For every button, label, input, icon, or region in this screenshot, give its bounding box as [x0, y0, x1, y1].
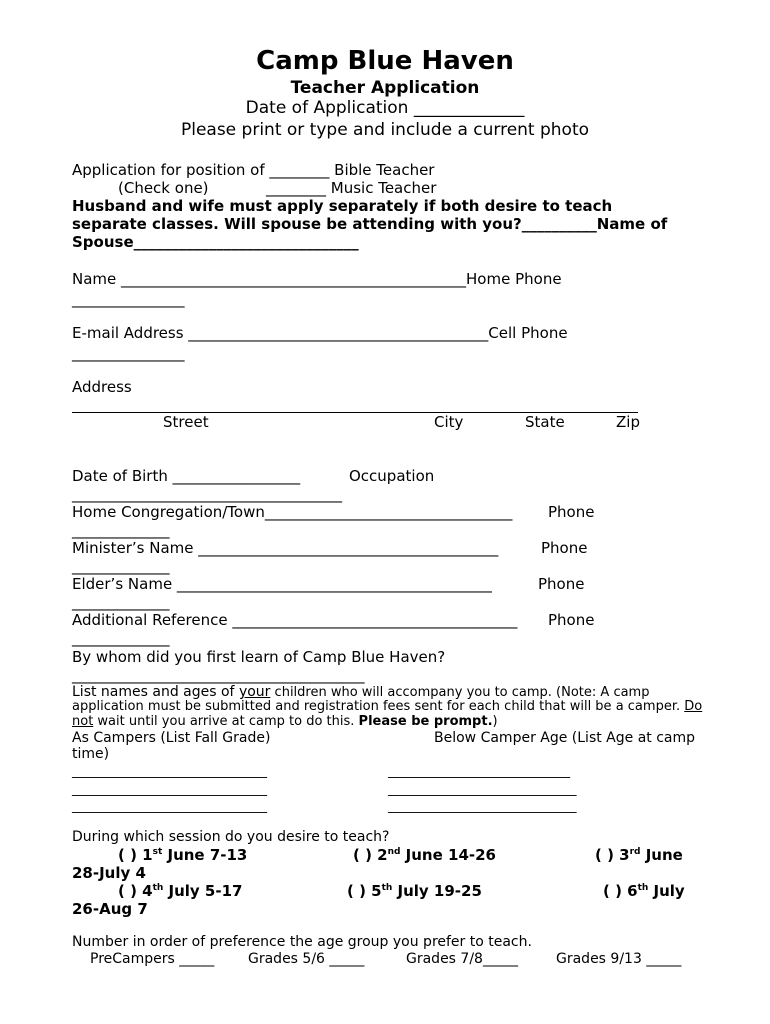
session-6-checkbox[interactable]: ( ) 6th July	[603, 882, 685, 900]
email-field[interactable]: E-mail Address ________________________________________Cell Phone	[72, 324, 568, 342]
elder-field[interactable]: Elder’s Name __________________________________________	[72, 575, 492, 593]
elder-phone-field[interactable]: _____________	[72, 593, 170, 611]
name-field[interactable]: Name ______________________________________________Home Phone	[72, 270, 562, 288]
state-label: State	[525, 413, 565, 431]
minister-phone-field[interactable]: _____________	[72, 557, 170, 575]
minister-field[interactable]: Minister’s Name ________________________________________	[72, 539, 499, 557]
street-label: Street	[163, 413, 209, 431]
children-line-1: List names and ages of your children who will accompany you to camp. (Note: A camp	[72, 684, 650, 700]
congregation-phone-field[interactable]: _____________	[72, 521, 170, 539]
spouse-line-2[interactable]: separate classes. Will spouse be attending with you?__________Name of	[72, 215, 668, 233]
occupation-field[interactable]: ____________________________________	[72, 485, 342, 503]
learn-field[interactable]: _______________________________________	[72, 666, 365, 684]
children-line-2: application must be submitted and registration fees sent for each child that will be a camper. Do	[72, 699, 703, 714]
session-1-checkbox[interactable]: ( ) 1st June 7-13	[118, 846, 248, 864]
camper-child-field[interactable]: ______________________________	[72, 799, 267, 814]
elder-phone-label: Phone	[538, 575, 585, 593]
occupation-label: Occupation	[349, 467, 435, 485]
grades-7-8-field[interactable]: Grades 7/8_____	[406, 951, 518, 967]
spouse-line-1: Husband and wife must apply separately if both desire to teach	[72, 197, 613, 215]
camper-child-field[interactable]: ______________________________	[72, 764, 267, 779]
city-label: City	[434, 413, 464, 431]
instruction-text: Please print or type and include a current photo	[180, 120, 590, 140]
session-3-checkbox[interactable]: ( ) 3rd June	[595, 846, 683, 864]
learn-label: By whom did you first learn of Camp Blue Haven?	[72, 648, 446, 666]
congregation-field[interactable]: Home Congregation/Town_________________________________	[72, 503, 513, 521]
minister-phone-label: Phone	[541, 539, 588, 557]
session-prompt: During which session do you desire to teach?	[72, 829, 390, 845]
age-group-prompt: Number in order of preference the age group you prefer to teach.	[72, 934, 532, 950]
page-title: Camp Blue Haven	[256, 46, 514, 76]
reference-field[interactable]: Additional Reference ______________________________________	[72, 611, 518, 629]
position-bible-field[interactable]: Application for position of ________ Bible Teacher	[72, 161, 435, 179]
grades-9-13-field[interactable]: Grades 9/13 _____	[556, 951, 682, 967]
session-4-checkbox[interactable]: ( ) 4th July 5-17	[118, 882, 243, 900]
session-5-checkbox[interactable]: ( ) 5th July 19-25	[347, 882, 482, 900]
address-label: Address	[72, 378, 132, 396]
reference-phone-field[interactable]: _____________	[72, 629, 170, 647]
children-line-3: not wait until you arrive at camp to do this. Please be prompt.)	[72, 714, 498, 729]
congregation-phone-label: Phone	[548, 503, 595, 521]
below-age-label: Below Camper Age (List Age at camp	[434, 730, 696, 746]
dob-field[interactable]: Date of Birth _________________	[72, 467, 301, 485]
zip-label: Zip	[616, 413, 640, 431]
home-phone-field[interactable]: _______________	[72, 290, 185, 308]
below-age-label-cont: time)	[72, 746, 110, 762]
session-2-checkbox[interactable]: ( ) 2nd June 14-26	[353, 846, 496, 864]
grades-5-6-field[interactable]: Grades 5/6 _____	[248, 951, 365, 967]
position-music-field[interactable]: ________ Music Teacher	[266, 179, 437, 197]
campers-label: As Campers (List Fall Grade)	[72, 730, 271, 746]
camper-child-field[interactable]: ______________________________	[72, 782, 267, 797]
underage-child-field[interactable]: _____________________________	[388, 799, 577, 814]
underage-child-field[interactable]: ____________________________	[388, 764, 570, 779]
cell-phone-field[interactable]: _______________	[72, 344, 185, 362]
spouse-name-field[interactable]: Spouse______________________________	[72, 233, 359, 251]
underage-child-field[interactable]: _____________________________	[388, 782, 577, 797]
check-one-label: (Check one)	[118, 179, 209, 197]
reference-phone-label: Phone	[548, 611, 595, 629]
date-of-application[interactable]: Date of Application _____________	[245, 98, 525, 118]
session-6-dates: 26-Aug 7	[72, 900, 148, 918]
precampers-field[interactable]: PreCampers _____	[90, 951, 215, 967]
page-subtitle: Teacher Application	[290, 78, 480, 98]
session-3-dates: 28-July 4	[72, 864, 146, 882]
